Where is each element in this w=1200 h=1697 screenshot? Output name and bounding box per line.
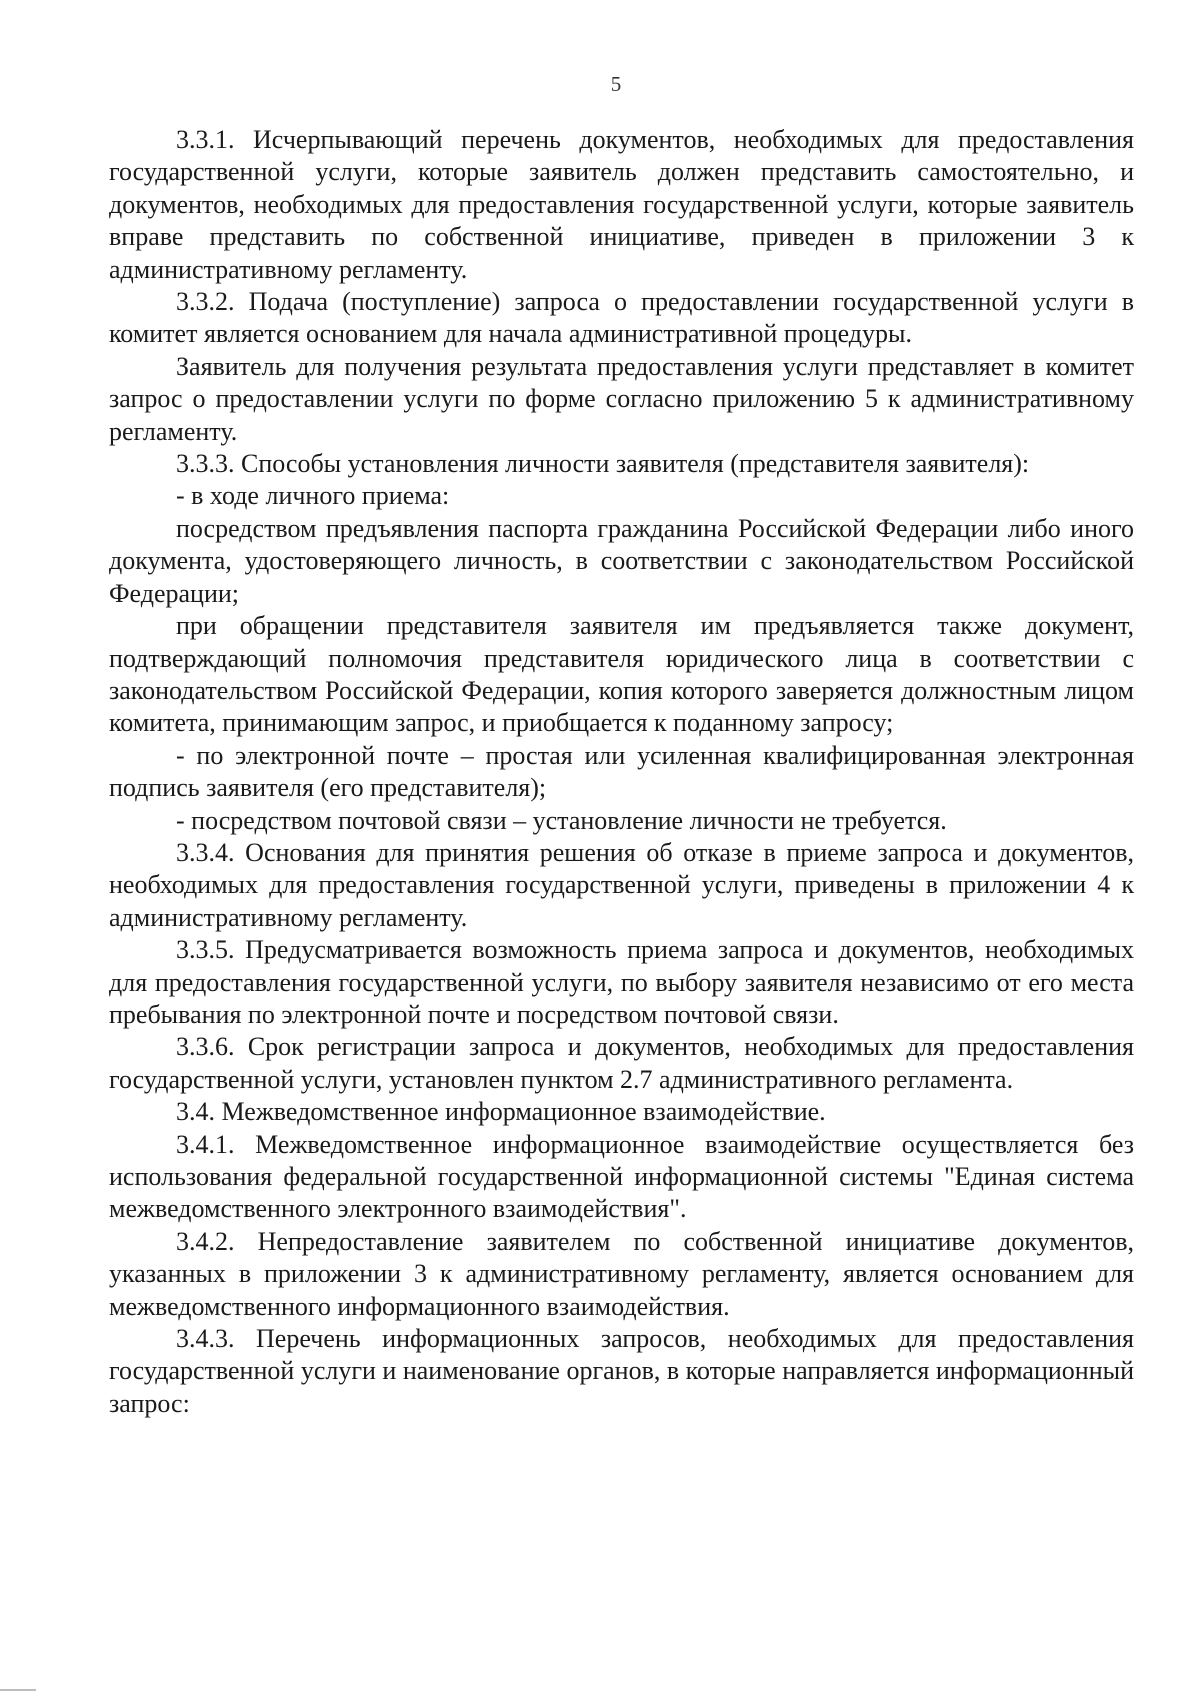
document-body	[109, 124, 1134, 1420]
list-item-email: - по электронной почте – простая или усиленная квалифицированная электронная подпись заявителя (его представителя);	[109, 740, 1134, 803]
paragraph-3-4-3: 3.4.3. Перечень информационных запросов, необходимых для предоставления государственной услуги и наименование органов, в которые направляется информационный запрос:	[109, 1324, 1134, 1418]
scan-edge-mark	[0, 1689, 36, 1691]
list-item-postal: - посредством почтовой связи – установление личности не требуется.	[176, 805, 947, 835]
paragraph-applicant-request: Заявитель для получения результата предоставления услуги представляет в комитет запрос о предоставлении услуги по форме согласно приложению 5 к административному регламенту.	[109, 351, 1134, 446]
paragraph-3-3-6: 3.3.6. Срок регистрации запроса и документов, необходимых для предоставления государственной услуги, установлен пунктом 2.7 административного регламента.	[109, 1032, 1134, 1094]
paragraph-3-3-4: 3.3.4. Основания для принятия решения об отказе в приеме запроса и документов, необходимых для предоставления государственной услуги, приведены в приложении 4 к административному регламенту.	[109, 837, 1134, 932]
paragraph-3-3-3: 3.3.3. Способы установления личности заявителя (представителя заявителя):	[176, 449, 1030, 479]
paragraph-passport: посредством предъявления паспорта гражданина Российской Федерации либо иного документа, удостоверяющего личность, в соответствии с законодательством Российской Федерации;	[109, 513, 1134, 608]
paragraph-3-3-2: 3.3.2. Подача (поступление) запроса о предоставлении государственной услуги в комитет является основанием для начала административной процедуры.	[109, 287, 1134, 349]
list-item-personal-reception: - в ходе личного приема:	[176, 481, 450, 511]
paragraph-3-3-1: 3.3.1. Исчерпывающий перечень документов, необходимых для предоставления государственной услуги, которые заявитель должен представить самостоятельно, и документов, необходимых для предоставления государственной услуги, которые заявитель вправе представить по собственной инициативе, приведен в приложении 3 к административному регламенту.	[109, 125, 1134, 284]
page-number: 5	[610, 72, 622, 96]
paragraph-3-4-2: 3.4.2. Непредоставление заявителем по собственной инициативе документов, указанных в приложении 3 к административному регламенту, является основанием для межведомственного информационного взаимодействия.	[109, 1226, 1134, 1321]
paragraph-3-3-5: 3.3.5. Предусматривается возможность приема запроса и документов, необходимых для предоставления государственной услуги, по выбору заявителя независимо от его места пребывания по электронной почте и посредством почтовой связи.	[109, 935, 1134, 1029]
paragraph-3-4-1: 3.4.1. Межведомственное информационное взаимодействие осуществляется без использования федеральной государственной информационной системы "Единая система межведомственного электронного взаимодействия".	[109, 1129, 1134, 1224]
paragraph-3-4: 3.4. Межведомственное информационное взаимодействие.	[176, 1097, 826, 1127]
paragraph-representative: при обращении представителя заявителя им предъявляется также документ, подтверждающий полномочия представителя юридического лица в соответствии с законодательством Российской Федерации, копия которого заверяется должностным лицом комитета, принимающим запрос, и приобщается к поданному запросу;	[109, 611, 1134, 738]
